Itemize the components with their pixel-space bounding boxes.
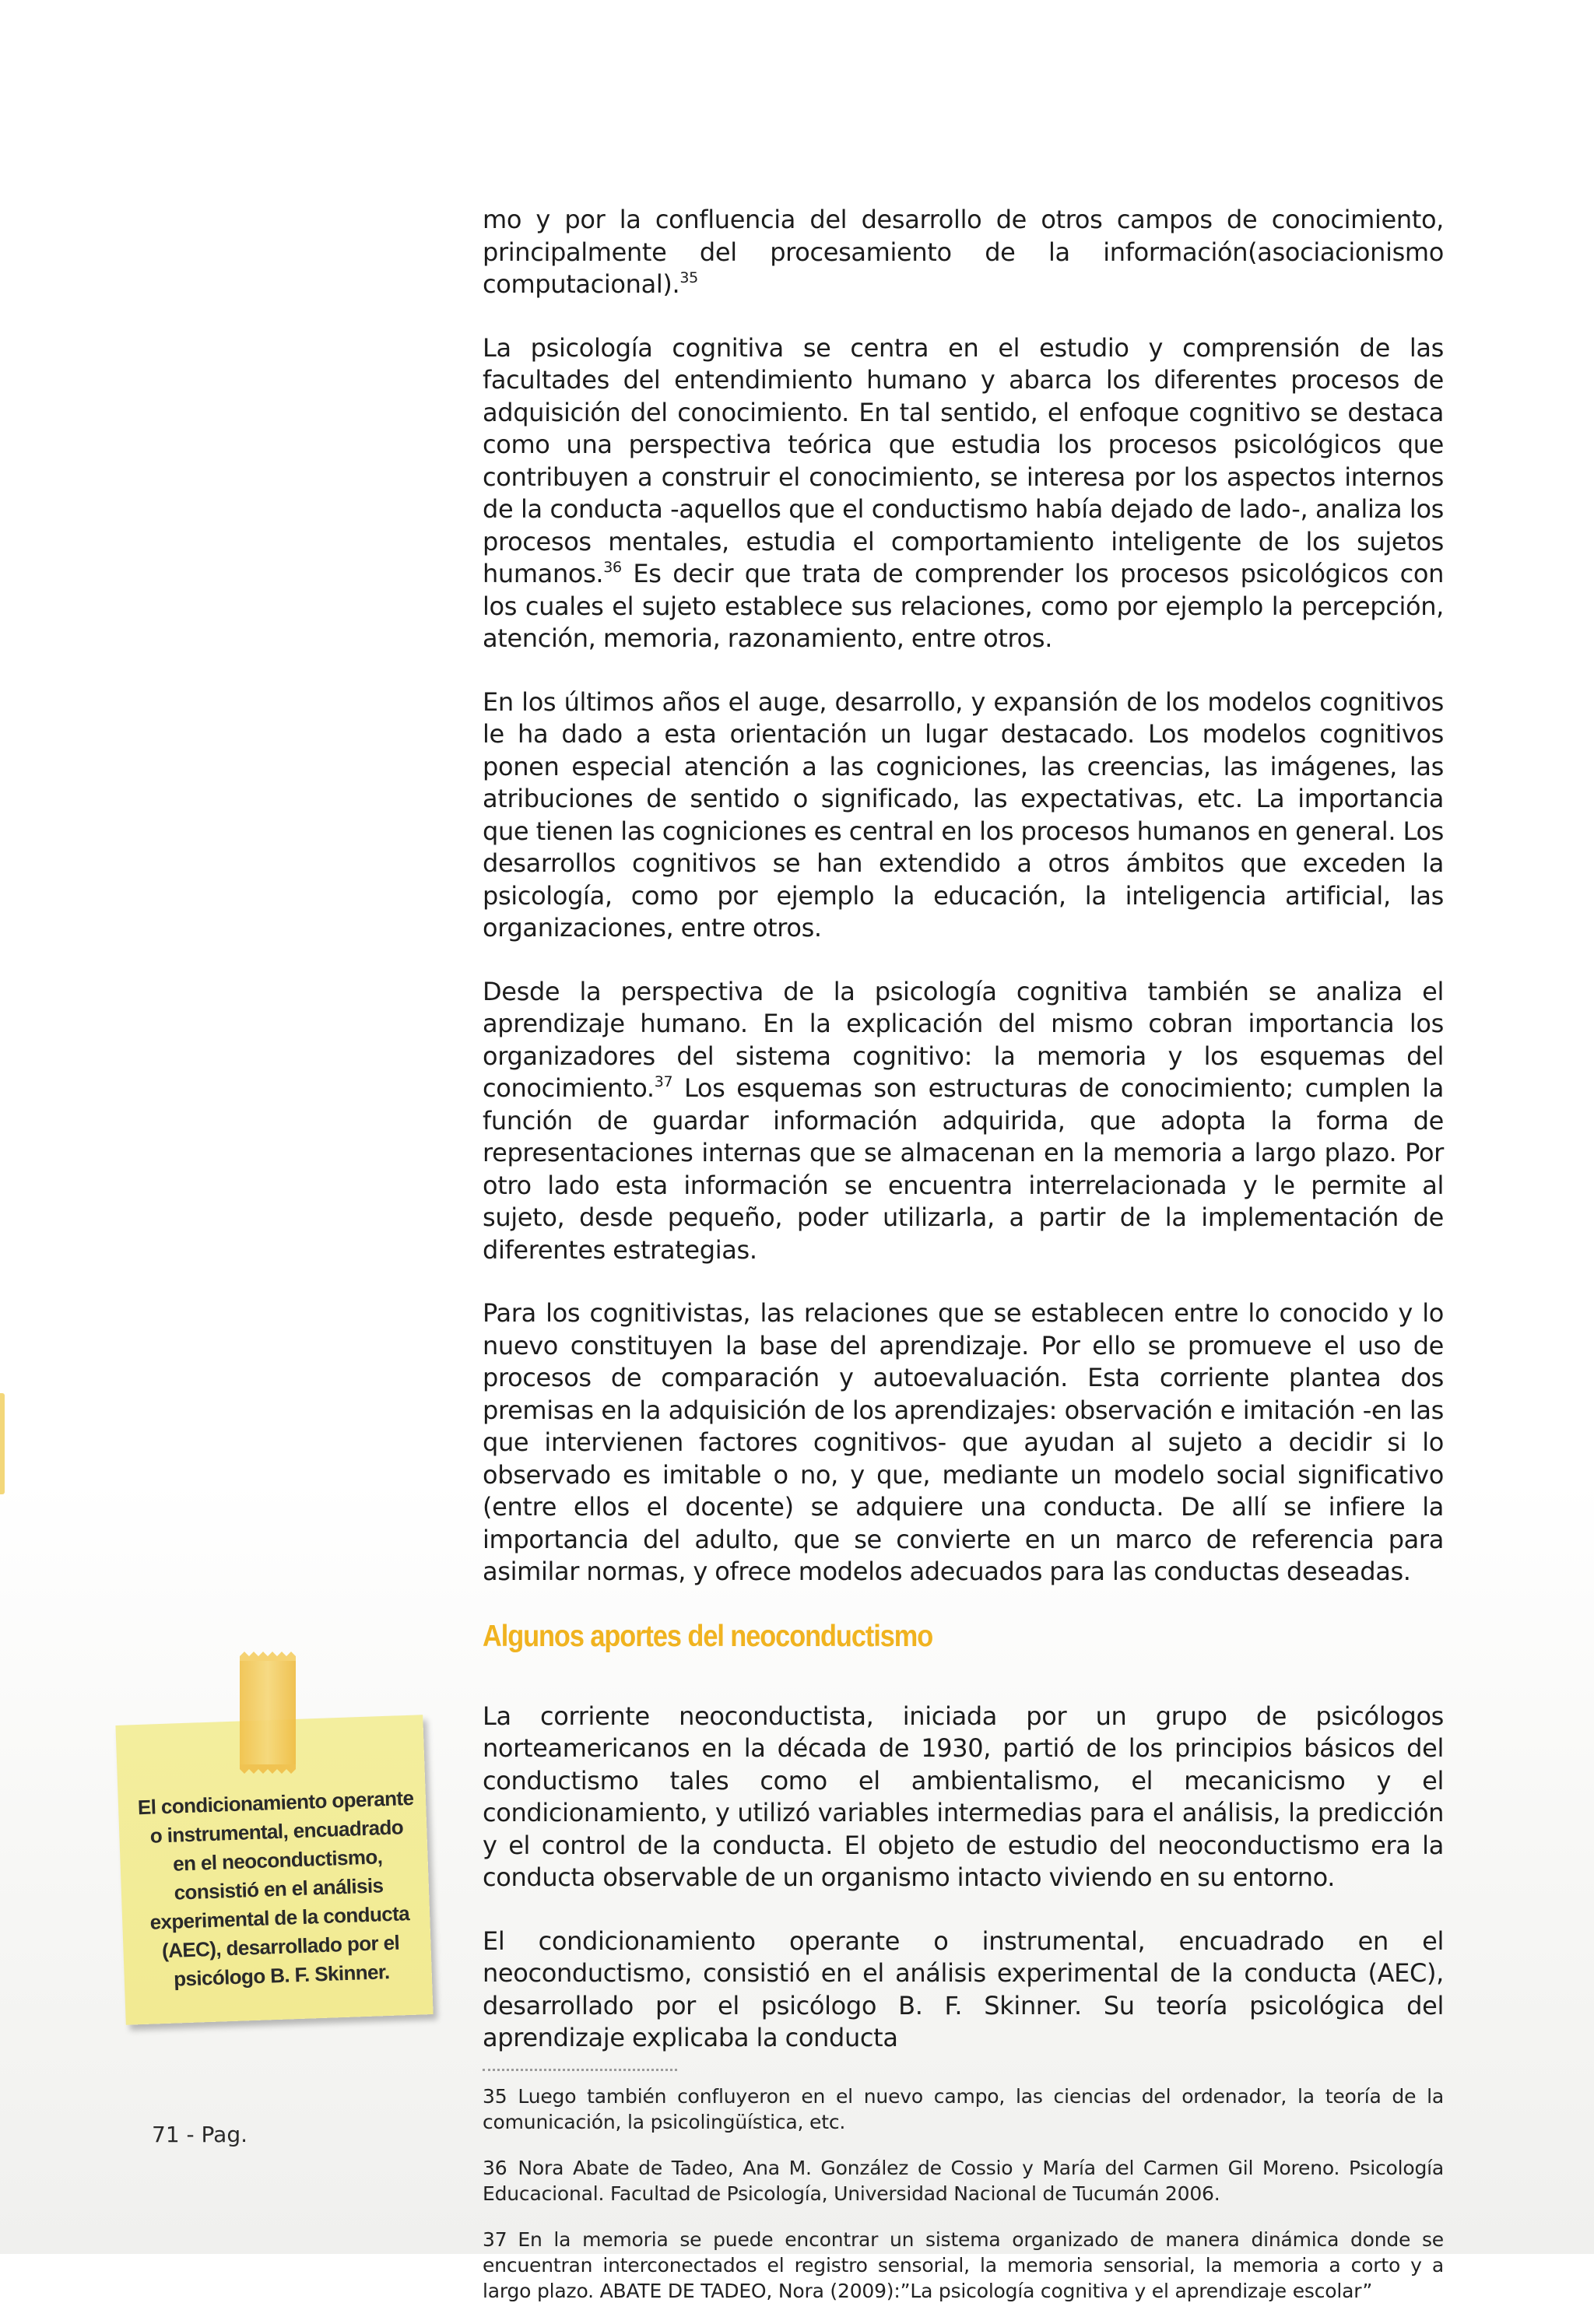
left-edge-tab — [0, 1393, 5, 1494]
tape-zigzag-top — [240, 1652, 296, 1661]
tape-zigzag-bottom — [240, 1764, 296, 1774]
paragraph-3: En los últimos años el auge, desarrollo, y expansión de los modelos cognitivos le ha dado a esta orientación un lugar destacado. Los modelos cognitivos ponen especial atención a las cogniciones, las creencias, las imágenes, las atribuciones de sentido o significado, las expectativas, etc. La importancia que tienen las cogniciones es central en los procesos humanos en general. Los desarrollos cognitivos se han extendido a otros ámbitos que exceden la psicología, como por ejemplo la educación, la inteligencia artificial, las organizaciones, entre otros. — [483, 686, 1444, 943]
sticky-note-text: El condicionamiento operante o instrumental, encuadrado en el neoconductismo, consistió en el análisis experimental de la conducta (AEC), desarrollado por el psicólogo B. F. Skinner. — [137, 1785, 414, 1991]
paragraph-1: mo y por la confluencia del desarrollo de otros campos de conocimiento, principalmente del procesamiento de la información(asociacionismo computacional).$^{35}$ — [483, 205, 1444, 299]
footnote-37 — [483, 2227, 1444, 2304]
footnote-ref[interactable]: 36 — [603, 559, 622, 576]
paragraph-6: La corriente neoconductista, iniciada por un grupo de psicólogos norteamericanos en la década de 1930, partió de los principios básicos del conductismo tales como el ambientalismo, el mecanicismo y el condicionamiento, y utilizó variables intermedias para el análisis, la predicción y el control de la conducta. El objeto de estudio del neoconductismo era la conducta observable de un organismo intacto viviendo en su entorno. — [483, 1701, 1444, 1892]
section-heading: Algunos aportes del neoconductismo — [483, 1619, 933, 1653]
footnote-text: En la memoria se puede encontrar un sistema organizado de manera dinámica donde se encuentran interconectados el registro sensorial, la memoria sensorial, la memoria a corto y a largo plazo. ABATE DE TADEO, Nora (2009):”La psicología cognitiva y el aprendizaje escolar” — [483, 2227, 1444, 2302]
footnote-35 — [483, 2084, 1444, 2135]
footnote-separator — [483, 2069, 677, 2071]
footnote-text: Luego también confluyeron en el nuevo campo, las ciencias del ordenador, la teoría de la comunicación, la psicolingüística, etc. — [483, 2084, 1444, 2133]
footnote-number: 36 — [483, 2156, 507, 2179]
footnote-ref[interactable]: 35 — [679, 269, 698, 286]
footnote-ref[interactable]: 37 — [654, 1073, 673, 1090]
main-column — [483, 204, 1444, 2324]
paragraph-5: Para los cognitivistas, las relaciones que se establecen entre lo conocido y lo nuevo constituyen la base del aprendizaje. Por ello se promueve el uso de procesos de comparación y autoevaluación. Esta corriente plantea dos premisas en la adquisición de los aprendizajes: observación e imitación -en las que intervienen factores cognitivos- que ayudan al sujeto a decidir si lo observado es imitable o no, y que, mediante un modelo social significativo (entre ellos el docente) se adquiere una conducta. De allí se infiere la importancia del adulto, que se convierte en un marco de referencia para asimilar normas, y ofrece modelos adecuados para las conductas deseadas. — [483, 1298, 1444, 1586]
paragraph-7: El condicionamiento operante o instrumental, encuadrado en el neoconductismo, consistió en el análisis experimental de la conducta (AEC), desarrollado por el psicólogo B. F. Skinner. Su teoría psicológica del aprendizaje explicaba la conducta — [483, 1926, 1444, 2052]
paragraph-4: Desde la perspectiva de la psicología cognitiva también se analiza el aprendizaje humano. En la explicación del mismo cobran importancia los organizadores del sistema cognitivo: la memoria y los esquemas del conocimiento.$^{37}$ Los esquemas son estructuras de conocimiento; cumplen la función de guardar información adquirida, que adopta la forma de representaciones internas que se almacenan en la memoria a largo plazo. Por otro lado esta información se encuentra interrelacionada y le permite al sujeto, desde pequeño, poder utilizarla, a partir de la implementación de diferentes estrategias. — [483, 976, 1444, 1265]
footnote-text: Nora Abate de Tadeo, Ana M. González de Cossio y María del Carmen Gil Moreno. Psicología Educacional. Facultad de Psicología, Universidad Nacional de Tucumán 2006. — [483, 2156, 1444, 2205]
page-number: 71 - Pag. — [152, 2122, 248, 2147]
adhesive-tape-icon — [240, 1656, 296, 1769]
footnote-36 — [483, 2155, 1444, 2206]
footnote-number: 35 — [483, 2084, 507, 2108]
paragraph-2: La psicología cognitiva se centra en el estudio y comprensión de las facultades del entendimiento humano y abarca los diferentes procesos de adquisición del conocimiento. En tal sentido, el enfoque cognitivo se destaca como una perspectiva teórica que estudia los procesos psicológicos que contribuyen a construir el conocimiento, se interesa por los aspectos internos de la conducta -aquellos que el conductismo había dejado de lado-, analiza los procesos mentales, estudia el comportamiento inteligente de los sujetos humanos.$^{36}$ Es decir que trata de comprender los procesos psicológicos con los cuales el sujeto establece sus relaciones, como por ejemplo la percepción, atención, memoria, razonamiento, entre otros. — [483, 332, 1444, 653]
footnote-number: 37 — [483, 2227, 507, 2251]
